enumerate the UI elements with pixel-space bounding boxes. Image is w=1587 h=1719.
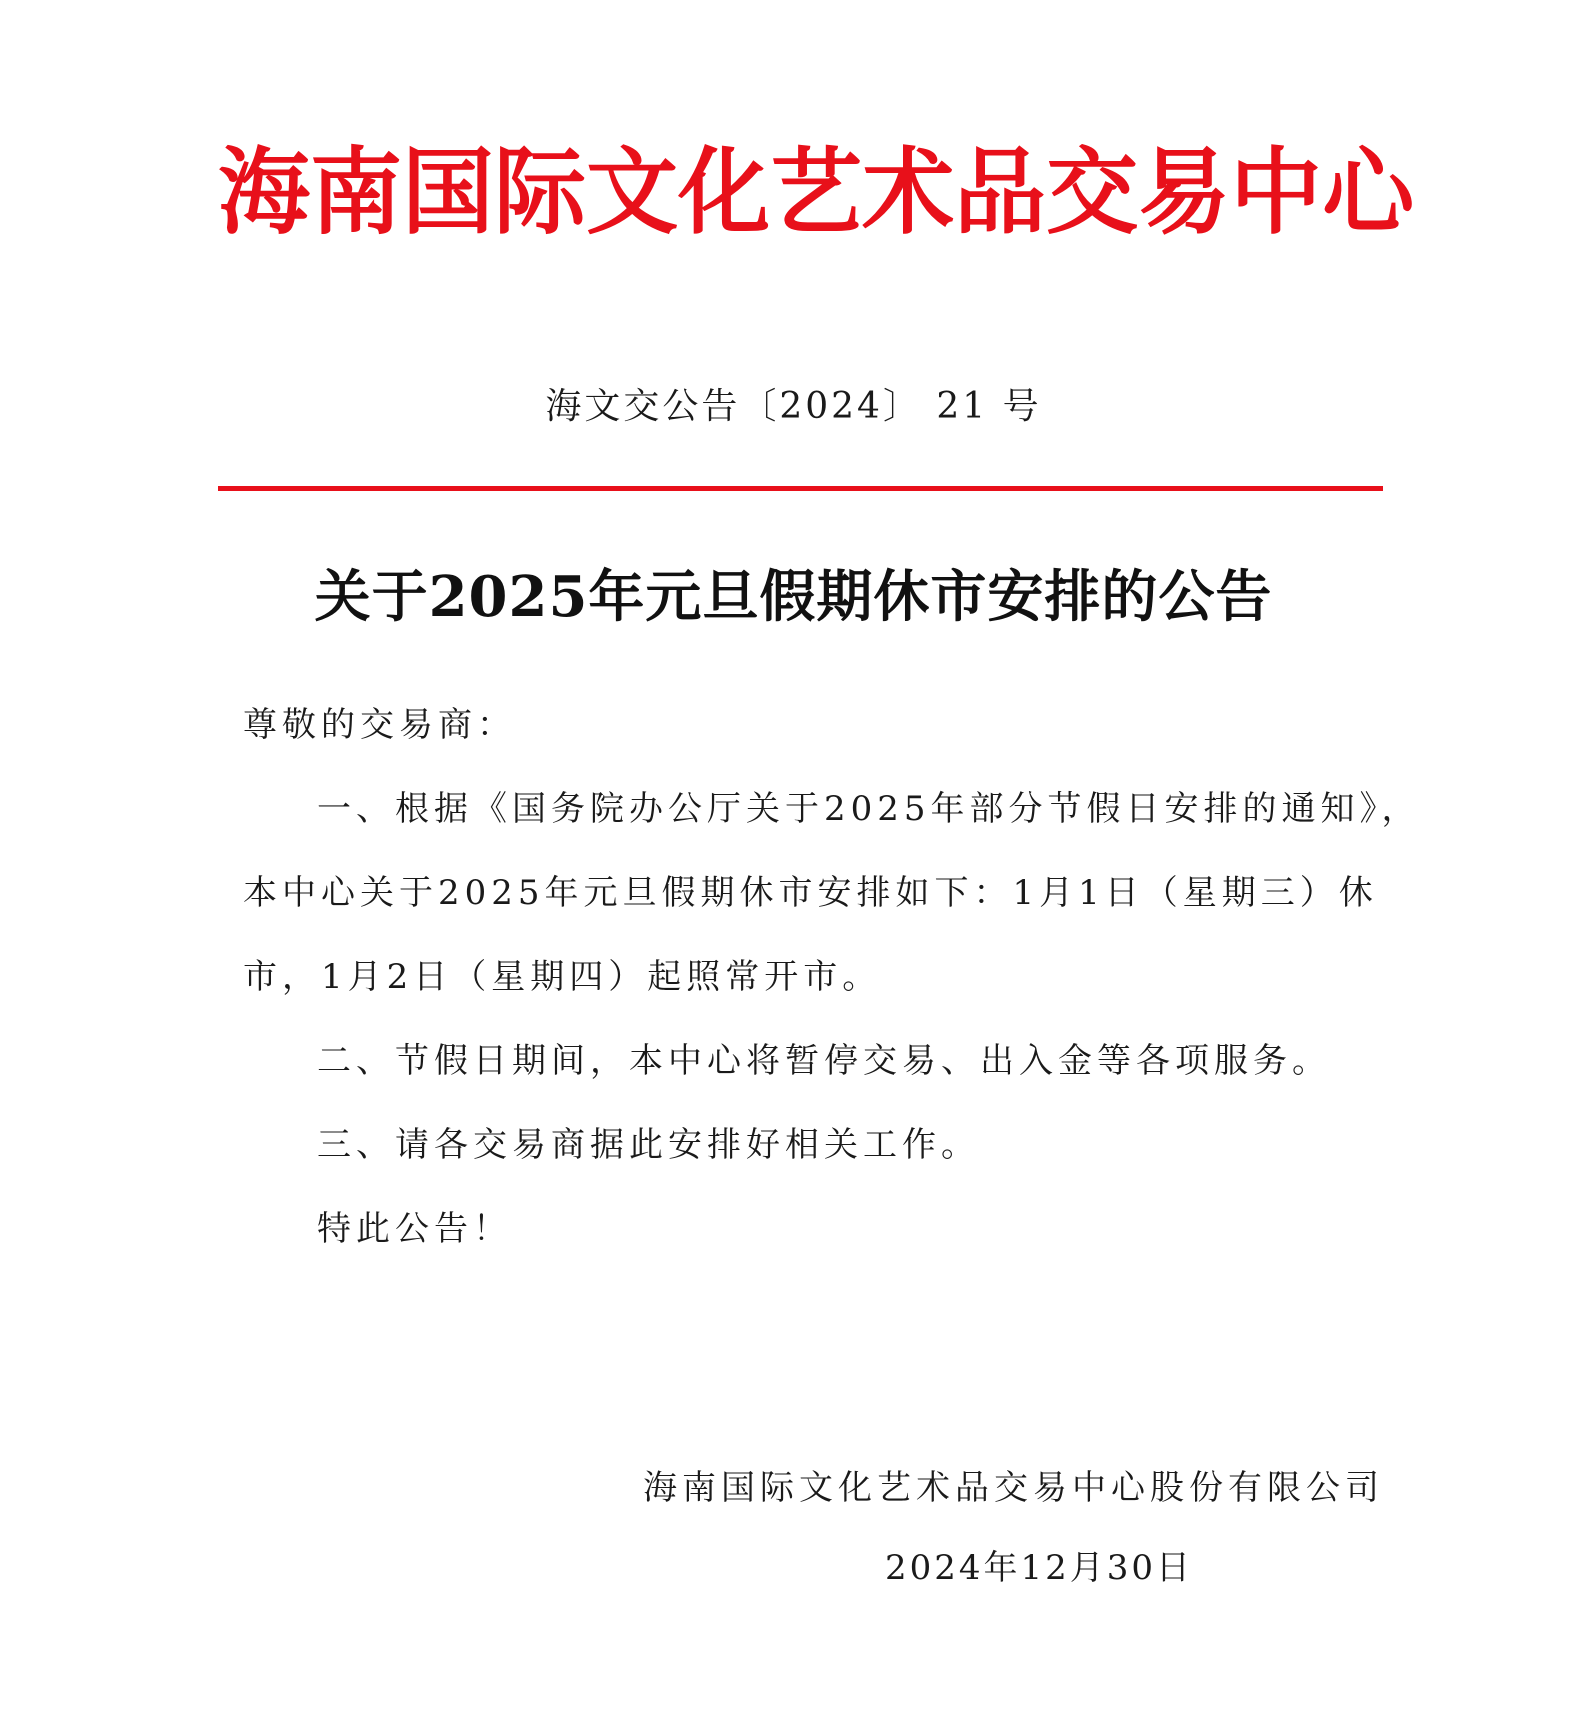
masthead-char: 国 [402,136,495,248]
paragraph-2: 二、节假日期间，本中心将暂停交易、出入金等各项服务。 [317,1041,1331,1081]
salutation: 尊敬的交易商： [243,705,516,745]
masthead-char: 际 [494,136,587,248]
red-divider [218,486,1383,491]
masthead-char: 易 [1138,136,1231,248]
paragraph-1-line-1: 一、根据《国务院办公厅关于2025年部分节假日安排的通知》， [317,789,1421,829]
masthead-char: 海 [218,136,311,248]
masthead-char: 艺 [770,136,863,248]
issuer-signature: 海南国际文化艺术品交易中心股份有限公司 [643,1468,1384,1508]
masthead-char: 化 [678,136,771,248]
masthead-char: 术 [862,136,955,248]
masthead-char: 品 [954,136,1047,248]
paragraph-1-line-3: 市，1月2日（星期四）起照常开市。 [243,957,882,997]
notice-title: 关于2025年元旦假期休市安排的公告 [314,564,1273,630]
masthead-title [218,132,1415,252]
masthead-char: 南 [310,136,403,248]
issue-date: 2024年12月30日 [885,1548,1194,1588]
masthead-char: 交 [1046,136,1139,248]
paragraph-3: 三、请各交易商据此安排好相关工作。 [317,1125,980,1165]
masthead-char: 文 [586,136,679,248]
masthead-char: 心 [1322,136,1415,248]
paragraph-1-line-2: 本中心关于2025年元旦假期休市安排如下：1月1日（星期三）休 [243,873,1378,913]
document-number: 海文交公告〔2024〕 21 号 [545,386,1042,427]
notice-body [243,705,1421,1293]
masthead-char: 中 [1230,136,1323,248]
closing-remark: 特此公告！ [317,1209,512,1249]
